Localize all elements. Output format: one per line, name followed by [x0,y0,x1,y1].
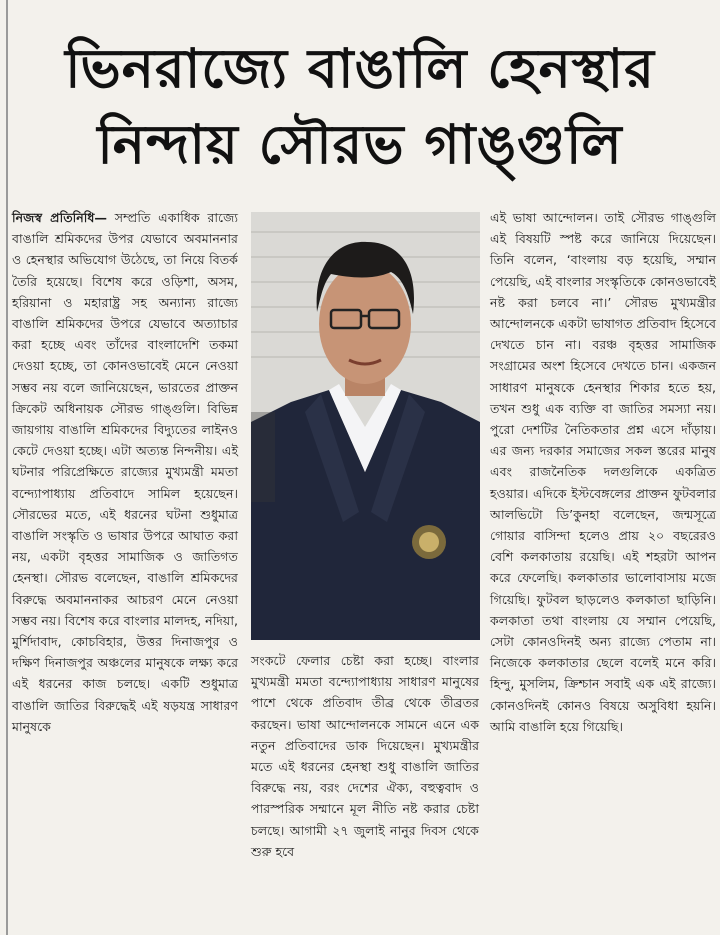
sourav-ganguly-photo [251,212,480,640]
column-2-text: সংকটে ফেলার চেষ্টা করা হচ্ছে। বাংলার মুখ্যমন্ত্রী মমতা বন্দ্যোপাধ্যায় সাধারণ মানুষের পাশে থেকে প্রতিবাদ তীব্র থেকে তীব্রতর করছেন। ভাষা আন্দোলনকে সামনে এনে এক নতুন প্রতিবাদের ডাক দিয়েছেন। মুখ্যমন্ত্রীর মতে এই ধরনের হেনস্থা শুধু বাঙালি জাতির বিরুদ্ধে নয়, বরং দেশের ঐক্য, বহুত্ববাদ ও পারস্পরিক সম্মানে মূল নীতি নষ্ট করার চেষ্টা চলছে। আগামী ২৭ জুলাই নানুর দিবস থেকে শুরু হবে [251,653,479,859]
portrait-illustration [251,212,480,640]
byline: নিজস্ব প্রতিনিধি— [12,210,108,225]
column-1-text: সম্প্রতি একাধিক রাজ্যে বাঙালি শ্রমিকদের উপর যেভাবে অবমাননার ও হেনস্থার অভিযোগ উঠেছে, তা নিয়ে বিতর্ক তৈরি হয়েছে। বিশেষ করে ওড়িশা, অসম, হরিয়ানা ও মহারাষ্ট্র সহ অন্যান্য রাজ্যে বাঙালি শ্রমিকদের উপরে যেভাবে অত্যাচার করা হচ্ছে এবং তাঁদের বাংলাদেশি তকমা দেওয়া হচ্ছে, তা কোনওভাবেই মেনে নেওয়া সম্ভব নয় বলে জানিয়েছেন, ভারতের প্রাক্তন ক্রিকেট অধিনায়ক সৌরভ গাঙ্গুলি। বিভিন্ন জায়গায় বাঙালি শ্রমিকদের বিদ্যুতের লাইনও কেটে দেওয়া হচ্ছে। এটা অত্যন্ত নিন্দনীয়। এই ঘটনার পরিপ্রেক্ষিতে রাজ্যের মুখ্যমন্ত্রী মমতা বন্দ্যোপাধ্যায় প্রতিবাদে সামিল হয়েছেন। সৌরভের মতে, এই ধরনের ঘটনা শুধুমাত্র বাঙালি সংস্কৃতি ও ভাষার উপরে আঘাত করা নয়, একটা বৃহত্তর সামাজিক ও জাতিগত হেনস্থা। সৌরভ বলেছেন, বাঙালি শ্রমিকদের বিরুদ্ধে অবমাননাকর আচরণ মেনে নেওয়া সম্ভব নয়। বিশেষ করে বাংলার মালদহ, নদিয়া, মুর্শিদাবাদ, কোচবিহার, উত্তর দিনাজপুর ও দক্ষিণ দিনাজপুর অঞ্চলের মানুষকে লক্ষ্য করে এই ধরনের কাজ চলছে। একটি শুধুমাত্র বাঙালি জাতির বিরুদ্ধেই এই ষড়যন্ত্র সাধারণ মানুষকে [12,210,238,734]
headline-line-2: নিন্দায় সৌরভ গাঙ্গুলি [97,113,623,176]
headline-line-1: ভিনরাজ্যে বাঙালি হেনস্থার [65,37,655,100]
article-column-1 [12,207,238,737]
article-column-2 [251,650,479,862]
page-left-rule [6,0,8,935]
column-3-text: এই ভাষা আন্দোলন। তাই সৌরভ গাঙ্গুলি এই বিষয়টি স্পষ্ট করে জানিয়ে দিয়েছেন। তিনি বলেন, ‘বাংলায় বড় হয়েছি, সম্মান পেয়েছি, এই বাংলার সংস্কৃতিকে কোনওভাবেই নষ্ট করা চলবে না।’ সৌরভ মুখ্যমন্ত্রীর আন্দোলনকে একটা ভাষাগত প্রতিবাদ হিসেবে দেখতে চান না। বরঞ্চ বৃহত্তর সামাজিক সংগ্রামের অংশ হিসেবে দেখতে চান। একজন সাধারণ মানুষকে হেনস্থার শিকার হতে হয়, তখন শুধু এক ব্যক্তি বা জাতির সমস্যা নয়। পুরো দেশটির নৈতিকতার প্রশ্ন এসে দাঁড়ায়। এর জন্য দরকার সমাজের সকল স্তরের মানুষ এবং রাজনৈতিক দলগুলিকে একত্রিত হওয়ার। এদিকে ইস্টবেঙ্গলের প্রাক্তন ফুটবলার আলভিটো ডি’কুনহা বলেছেন, জন্মসূত্রে গোয়ার বাসিন্দা হলেও প্রায় ২০ বছরেরও বেশি কলকাতায় রয়েছি। এই শহরটা আপন করে ফেলেছি। কলকাতার ভালোবাসায় মজে গিয়েছি। ফুটবল ছাড়লেও কলকাতা ছাড়িনি। কলকাতা তথা বাংলায় যে সম্মান পেয়েছি, সেটা কোনওদিনই অন্য রাজ্যে পেতাম না। নিজেকে কলকাতার ছেলে বলেই মনে করি। হিন্দু, মুসলিম, ক্রিশ্চান সবাই এক এই রাজ্যে। কোনওদিনই কোনও বিষয়ে অসুবিধা হয়নি। আমি বাঙালি হয়ে গিয়েছি। [490,210,716,734]
article-column-3 [490,207,716,737]
